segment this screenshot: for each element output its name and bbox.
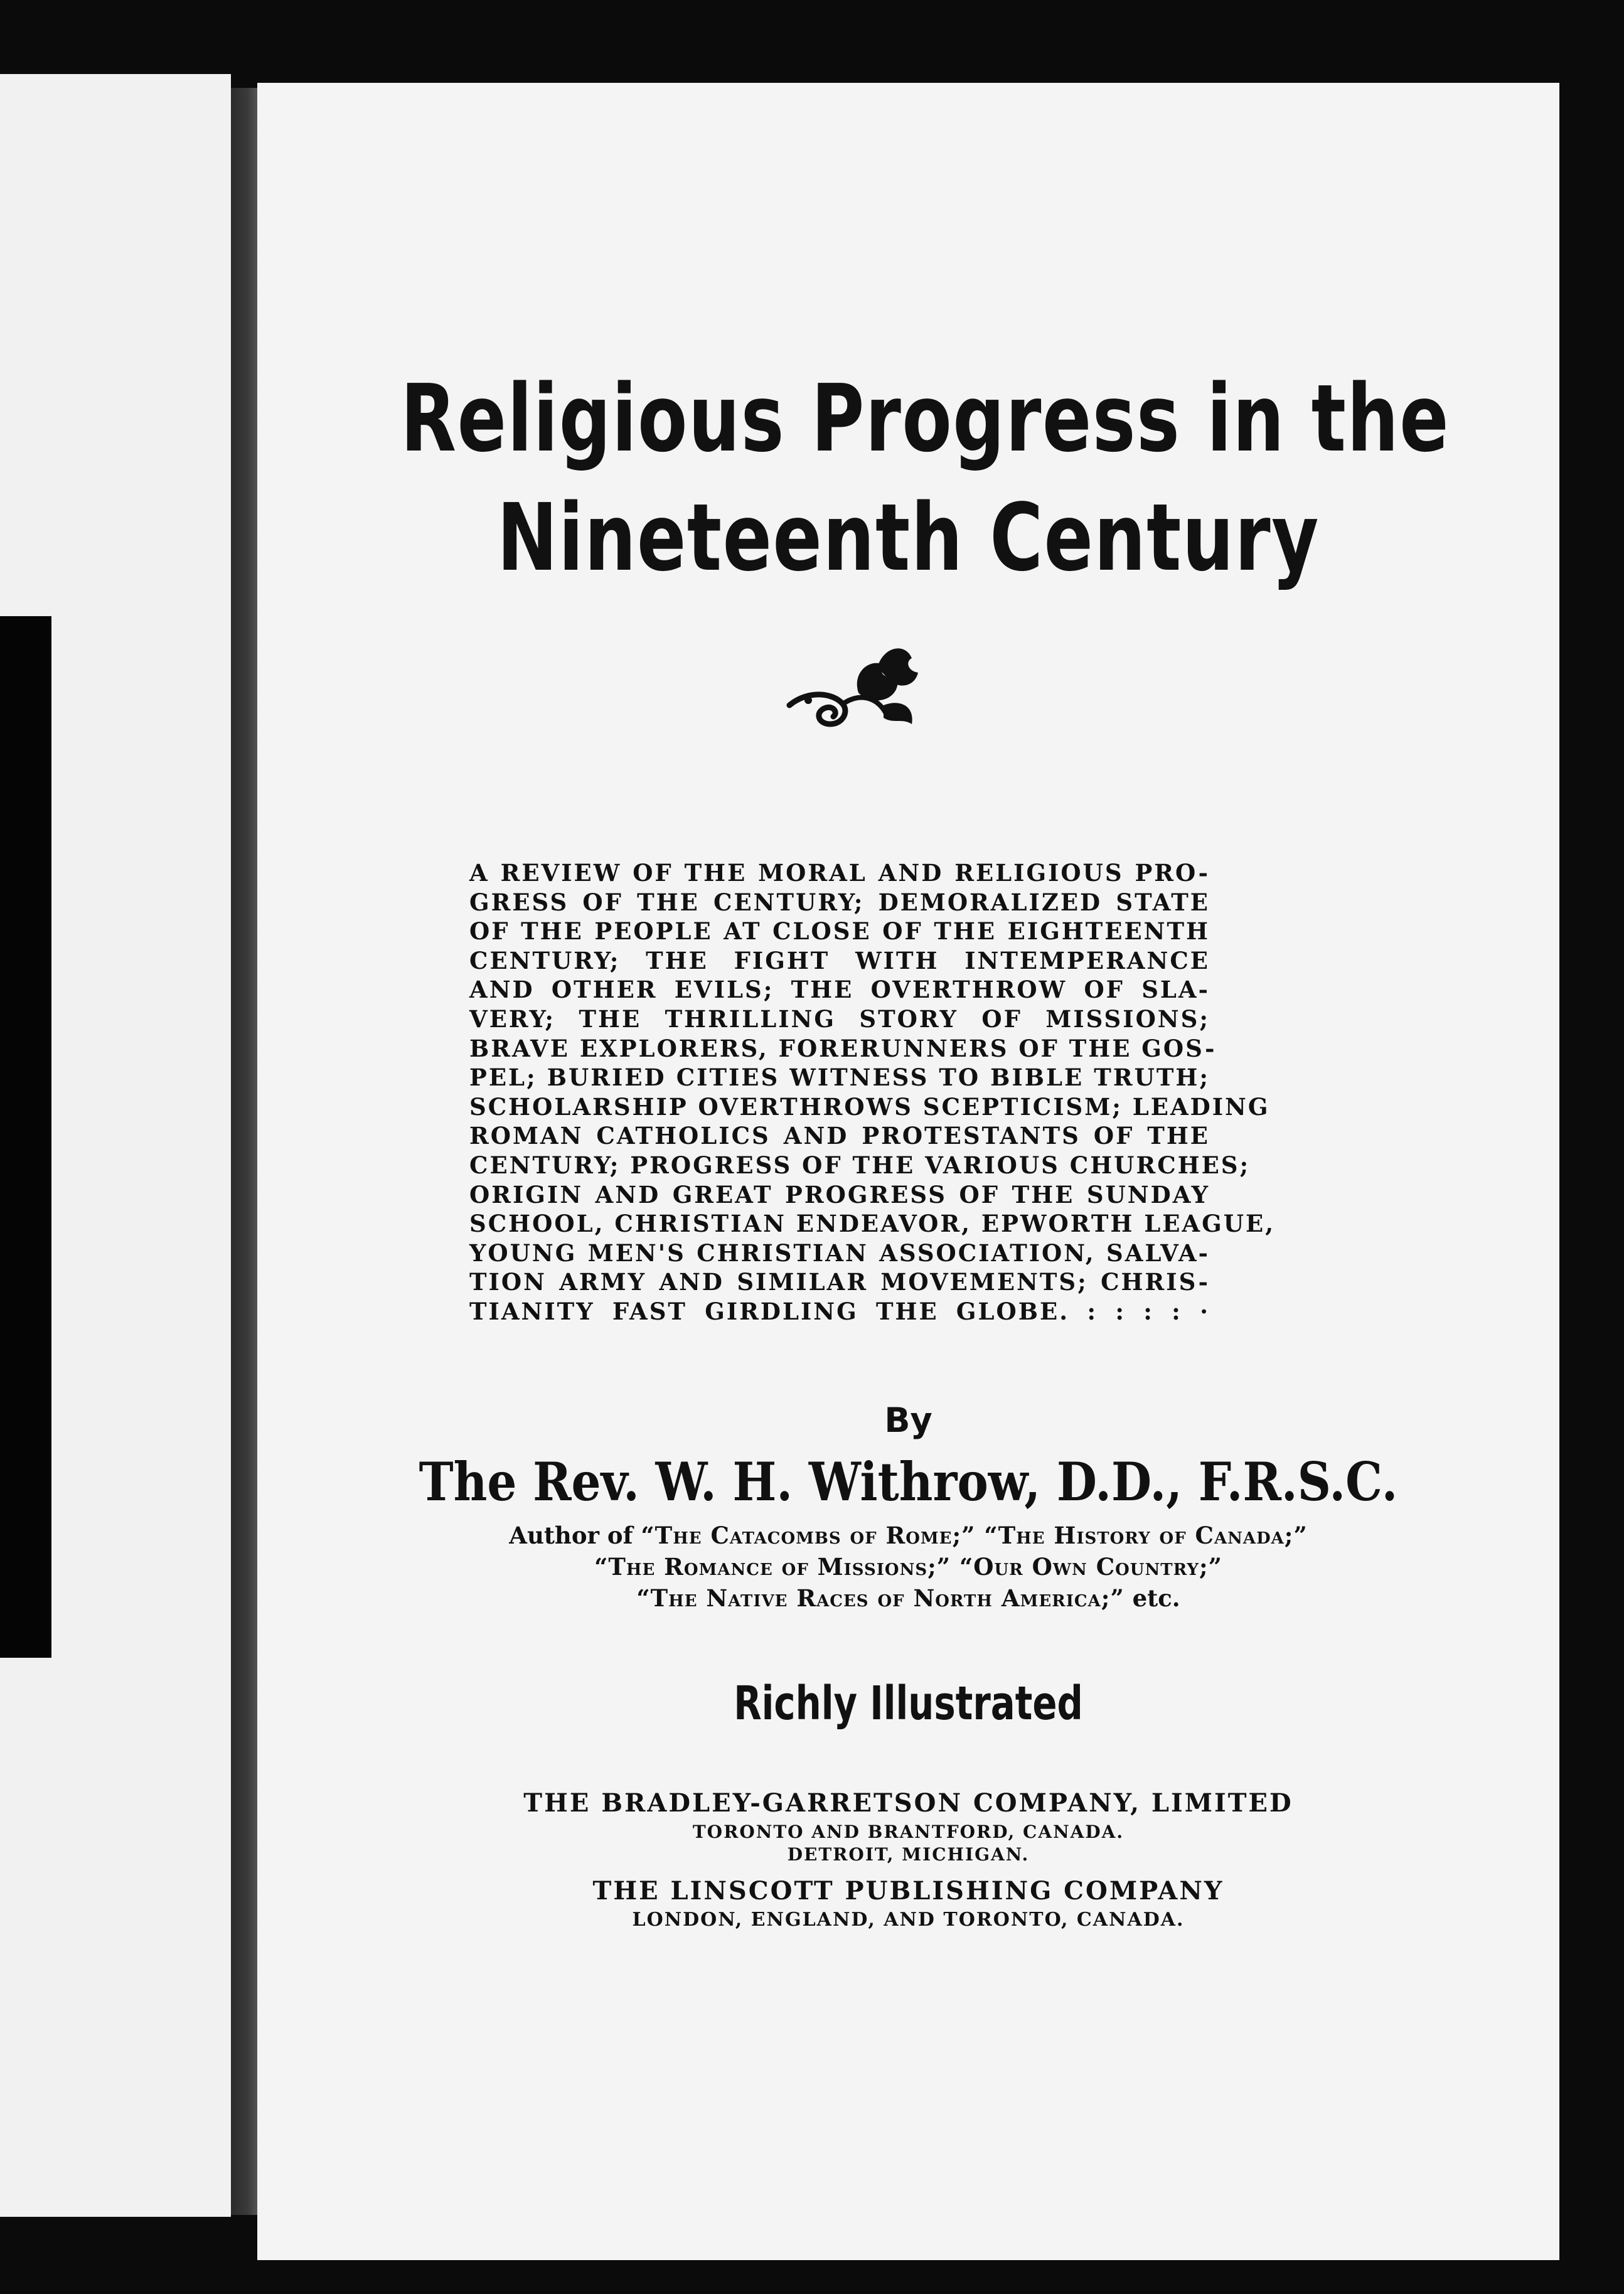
summary-line: ROMAN CATHOLICS AND PROTESTANTS OF THE: [469, 1122, 1210, 1150]
work-title: “The Native Races of North America;”: [636, 1584, 1125, 1612]
works-suffix: etc.: [1124, 1584, 1180, 1612]
works-line-2: “The Romance of Missions;” “Our Own Country;”: [594, 1553, 1222, 1581]
work-title: “The History of Canada;”: [975, 1522, 1308, 1549]
scan-edge-mark: [0, 616, 51, 1658]
publisher-1-name: THE BRADLEY-GARRETSON COMPANY, LIMITED: [523, 1788, 1293, 1818]
works-line-3: [257, 1582, 1559, 1614]
book-title-line-1: Religious Progress in the: [400, 365, 1450, 472]
summary-line: CENTURY; PROGRESS OF THE VARIOUS CHURCHES;: [469, 1151, 1251, 1179]
works-line-1: [257, 1520, 1559, 1551]
summary-line: A REVIEW OF THE MORAL AND RELIGIOUS PRO-: [469, 859, 1210, 887]
works-prefix: Author of: [509, 1522, 641, 1549]
summary-line: SCHOLARSHIP OVERTHROWS SCEPTICISM; LEADING: [469, 1092, 1270, 1121]
summary-line: TION ARMY AND SIMILAR MOVEMENTS; CHRIS-: [469, 1268, 1210, 1296]
summary-line: VERY; THE THRILLING STORY OF MISSIONS;: [469, 1005, 1210, 1033]
summary-line: BRAVE EXPLORERS, FORERUNNERS OF THE GOS-: [469, 1034, 1217, 1062]
publisher-1-location-line: TORONTO AND BRANTFORD, CANADA.: [692, 1822, 1125, 1842]
summary-line: PEL; BURIED CITIES WITNESS TO BIBLE TRUTH;: [469, 1064, 1210, 1092]
work-title: “The Catacombs of Rome;”: [641, 1522, 976, 1549]
summary-line: YOUNG MEN'S CHRISTIAN ASSOCIATION, SALVA-: [469, 1239, 1210, 1267]
book-title: [400, 359, 1450, 597]
summary-line: TIANITY FAST GIRDLING THE GLOBE. : : : : ·: [469, 1297, 1210, 1325]
book-title-line-2: Nineteenth Century: [496, 484, 1320, 592]
publisher-2-name: THE LINSCOTT PUBLISHING COMPANY: [592, 1876, 1224, 1906]
author-name: The Rev. W. H. Withrow, D.D., F.R.S.C.: [419, 1451, 1398, 1513]
book-summary: [469, 858, 1276, 1326]
summary-line: ORIGIN AND GREAT PROGRESS OF THE SUNDAY: [469, 1180, 1210, 1208]
summary-line: CENTURY; THE FIGHT WITH INTEMPERANCE: [469, 946, 1210, 974]
floral-ornament-icon: [783, 630, 927, 743]
summary-line: OF THE PEOPLE AT CLOSE OF THE EIGHTEENTH: [469, 917, 1210, 946]
publisher-2-location: LONDON, ENGLAND, AND TORONTO, CANADA.: [632, 1909, 1185, 1931]
richly-illustrated-label: Richly Illustrated: [734, 1677, 1083, 1731]
summary-line: SCHOOL, CHRISTIAN ENDEAVOR, EPWORTH LEAGUE,: [469, 1210, 1276, 1238]
publisher-1-location-line: DETROIT, MICHIGAN.: [787, 1844, 1030, 1865]
summary-line: GRESS OF THE CENTURY; DEMORALIZED STATE: [469, 888, 1210, 916]
publisher-1-location: [257, 1821, 1559, 1866]
summary-line: AND OTHER EVILS; THE OVERTHROW OF SLA-: [469, 976, 1210, 1004]
author-works: [257, 1520, 1559, 1614]
title-page: [257, 83, 1559, 2260]
by-label: By: [884, 1400, 932, 1440]
